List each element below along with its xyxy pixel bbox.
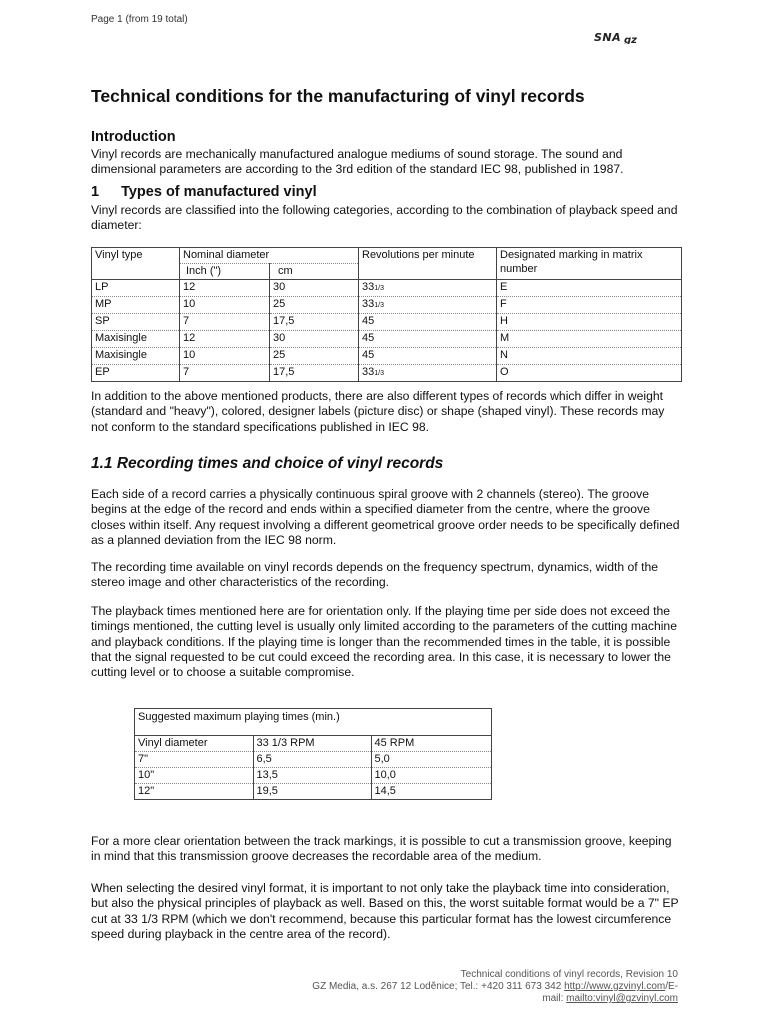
intro-paragraph: Vinyl records are mechanically manufactured analogue mediums of sound storage. The sound and dimensional parameters are according to the 3rd edition of the standard IEC 98, published in 1987. [91,147,624,177]
cell-rpm: 45 [359,348,497,365]
cell-diameter: 7" [135,752,253,768]
table-row [135,768,491,784]
table-row [135,736,491,752]
cell-45rpm: 14,5 [371,784,491,800]
svg-text:gz: gz [624,35,637,44]
cell-cm: 30 [270,280,359,297]
col-header-cm: cm [270,264,359,280]
cell-rpm: 331/3 [359,365,497,382]
footer-mail-label: mail: [542,993,564,1004]
playing-times-grid [135,735,491,799]
cell-33rpm: 13,5 [253,768,371,784]
cell-type: EP [92,365,180,382]
page-footer [312,969,678,1005]
cell-cm: 30 [270,331,359,348]
playing-times-table [134,708,492,800]
paragraph-recording-time: The recording time available on vinyl records depends on the frequency spectrum, dynamics, width of the stereo image and other characteristics of the recording. [91,560,659,590]
col-header-marking: Designated marking in matrix number [497,248,682,280]
table-row [135,784,491,800]
cell-rpm: 331/3 [359,297,497,314]
playing-times-caption: Suggested maximum playing times (min.) [138,711,340,723]
cell-inch: 12 [180,280,270,297]
intro-heading: Introduction [91,129,176,145]
gz-media-logo [594,30,654,44]
cell-marking: E [497,280,682,297]
cell-marking: H [497,314,682,331]
document-title: Technical conditions for the manufacturing of vinyl records [91,86,585,106]
col-header-33rpm: 33 1/3 RPM [253,736,371,752]
cell-inch: 12 [180,331,270,348]
table-row [135,752,491,768]
footer-mail [312,993,678,1005]
table-row [92,365,682,382]
cell-marking: N [497,348,682,365]
cell-diameter: 10" [135,768,253,784]
col-header-45rpm: 45 RPM [371,736,491,752]
cell-type: SP [92,314,180,331]
cell-type: MP [92,297,180,314]
cell-type: Maxisingle [92,331,180,348]
paragraph-groove: Each side of a record carries a physically continuous spiral groove with 2 channels (stereo). The groove begins at the edge of the record and ends within a specified diameter from the centre, where the groove closes within itself. Any request involving a different geometrical groove order needs to be specifically defined as a planned deviation from the IEC 98 norm. [91,487,680,547]
cell-inch: 7 [180,365,270,382]
section1-heading [91,184,317,200]
cell-inch: 10 [180,297,270,314]
cell-45rpm: 5,0 [371,752,491,768]
paragraph-format-choice: When selecting the desired vinyl format, it is important to not only take the playback time into consideration, but also the physical principles of playback as well. Based on this, the worst suitable format would be a 7" EP cut at 33 1/3 RPM (which we don't recommend, because this particular format has the lowest circumference speed during playback in the centre area of the record). [91,881,679,941]
cell-type: LP [92,280,180,297]
footer-website-link[interactable]: http://www.gzvinyl.com [564,981,666,992]
section1-paragraph: Vinyl records are classified into the following categories, according to the combination of playback speed and diameter: [91,203,678,233]
svg-text:SNA: SNA [594,31,622,44]
cell-33rpm: 19,5 [253,784,371,800]
footer-doc-title: Technical conditions of vinyl records, Revision 10 [460,969,678,980]
cell-marking: F [497,297,682,314]
section1-number: 1 [91,184,100,200]
footer-address [312,981,678,993]
cell-marking: M [497,331,682,348]
table-row [92,297,682,314]
col-header-inch: Inch (") [180,264,270,280]
cell-cm: 17,5 [270,314,359,331]
cell-type: Maxisingle [92,348,180,365]
cell-cm: 25 [270,348,359,365]
cell-diameter: 12" [135,784,253,800]
footer-company-tel: GZ Media, a.s. 267 12 Loděnice; Tel.: +420 311 673 342 [312,981,562,992]
cell-rpm: 45 [359,314,497,331]
col-header-vinyl-type: Vinyl type [95,249,143,261]
cell-cm: 25 [270,297,359,314]
table-row [92,348,682,365]
table-row [92,331,682,348]
paragraph-transmission-groove: For a more clear orientation between the track markings, it is possible to cut a transmission groove, keeping in mind that this transmission groove decreases the recordable area of the medium. [91,834,672,864]
col-header-rpm: Revolutions per minute [359,248,497,280]
col-header-nominal-diameter: Nominal diameter [180,248,359,264]
cell-marking: O [497,365,682,382]
cell-cm: 17,5 [270,365,359,382]
table-row [92,314,682,331]
cell-inch: 7 [180,314,270,331]
cell-45rpm: 10,0 [371,768,491,784]
section1-1-heading: 1.1 Recording times and choice of vinyl records [91,455,444,472]
paragraph-playback-times: The playback times mentioned here are for orientation only. If the playing time per side does not exceed the timings mentioned, the cutting level is usually only limited according to the parameters of the cutting machine and playback conditions. If the playing time is longer than the recommended times in the table, it is possible that the signal requested to be cut could exceed the recording area. In this case, it is necessary to lower the cutting level or to choose a suitable compromise. [91,604,677,680]
cell-33rpm: 6,5 [253,752,371,768]
cell-rpm: 331/3 [359,280,497,297]
section1-title: Types of manufactured vinyl [121,184,317,200]
cell-rpm: 45 [359,331,497,348]
vinyl-types-table [91,247,682,382]
cell-inch: 10 [180,348,270,365]
footer-email-link[interactable]: mailto:vinyl@gzvinyl.com [566,993,678,1004]
col-header-diameter: Vinyl diameter [138,737,208,749]
footer-separator: /E- [665,981,678,992]
page-number: Page 1 (from 19 total) [91,14,188,25]
paragraph-other-types: In addition to the above mentioned products, there are also different types of records which differ in weight (standard and "heavy"), colored, designer labels (picture disc) or shape (shaped vinyl). These records may not conform to the standard specifications published in IEC 98. [91,389,665,434]
table-row [92,280,682,297]
